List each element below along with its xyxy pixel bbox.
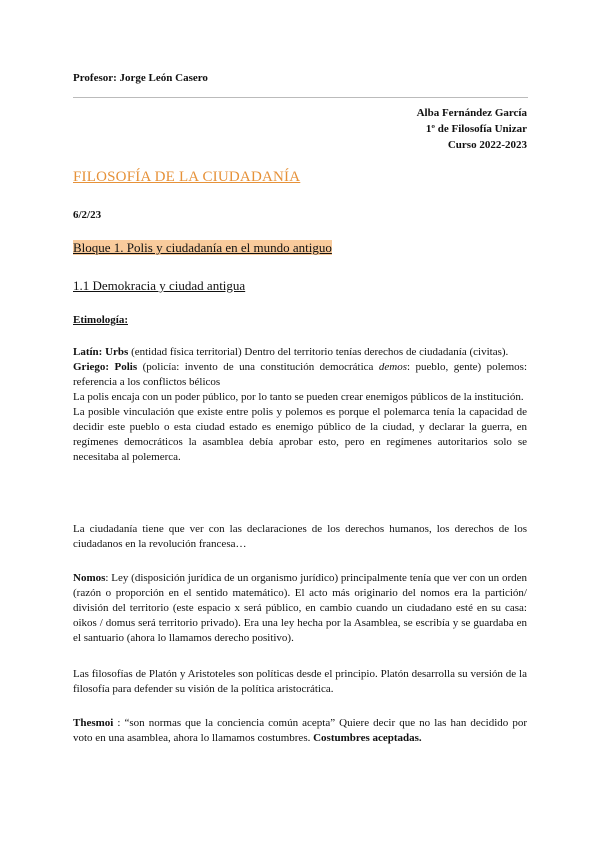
rights-paragraph: La ciudadanía tiene que ver con las declaraciones de los derechos humanos, los derechos de los ciudadanos en la revolución francesa… — [73, 523, 527, 550]
professor-line: Profesor: Jorge León Casero — [73, 72, 208, 84]
author-course: 1º de Filosofía Unizar — [425, 123, 527, 135]
author-block — [417, 105, 527, 153]
block-heading — [73, 240, 332, 256]
block-heading-text: Bloque 1. Polis y ciudadanía en el mundo antiguo — [73, 240, 332, 255]
greek-text-italic: demos — [378, 361, 408, 373]
thesmoi-bold: Costumbres aceptadas. — [313, 732, 422, 744]
etymology-heading: Etimología: — [73, 314, 128, 326]
etymology-body — [73, 345, 527, 465]
nomos-label: Nomos — [73, 572, 106, 584]
author-name: Alba Fernández García — [416, 107, 527, 119]
latin-label: Latín: Urbs — [73, 346, 129, 358]
greek-text-b: : pueblo, gente) polemos: referencia a los conflictos bélicos — [73, 361, 528, 388]
polemos-paragraph: La posible vinculación que existe entre polis y polemos es porque el polemarca tenía la capacidad de decidir este pueblo o esta ciudad estado es enemigo público de la ciudad, y declarar la guerra, en regímenes democráticos la asamblea debía aprobar esto, pero en regímenes autoritarios solo se necesitaba al polemerca. — [73, 406, 527, 463]
polis-paragraph: La polis encaja con un poder público, por lo tanto se pueden crear enemigos públicos de la institución. — [73, 391, 524, 403]
greek-text-a: (policía: invento de una constitución democrática — [137, 361, 379, 373]
header-divider — [73, 97, 528, 98]
greek-paragraph — [73, 360, 527, 390]
philosophies-paragraph: Las filosofías de Platón y Aristoteles son políticas desde el principio. Platón desarrolla su versión de la filosofía para defender su visión de la política aristocrática. — [73, 668, 527, 695]
document-title: FILOSOFÍA DE LA CIUDADANÍA — [73, 169, 301, 185]
latin-paragraph — [73, 345, 527, 360]
note-date: 6/2/23 — [73, 209, 102, 221]
nomos-text: : Ley (disposición jurídica de un organismo jurídico) principalmente tenía que ver con un orden (razón o proporción en el sentido matemático). El acto más originario del nomos era la partición/ división del territorio (este espacio x será público, en cambio cuando un ciudadano esté en su casa: oikos / domus será territorio privado). Era una ley hecha por la Asamblea, se escribía y se guardaba en el santuario (ahora lo llamamos derecho positivo). — [73, 572, 527, 644]
section-heading: 1.1 Demokracia y ciudad antigua — [73, 278, 246, 293]
author-year: Curso 2022-2023 — [447, 139, 527, 151]
latin-text: (entidad física territorial) Dentro del territorio tenías derechos de ciudadanía (civitas). — [128, 346, 509, 358]
nomos-paragraph — [73, 571, 527, 646]
thesmoi-paragraph — [73, 716, 527, 746]
thesmoi-text: : “son normas que la conciencia común acepta” Quiere decir que no las han decidido por voto en una asamblea, ahora lo llamamos costumbres. — [73, 717, 527, 744]
thesmoi-label: Thesmoi — [73, 717, 114, 729]
greek-label: Griego: Polis — [73, 361, 138, 373]
